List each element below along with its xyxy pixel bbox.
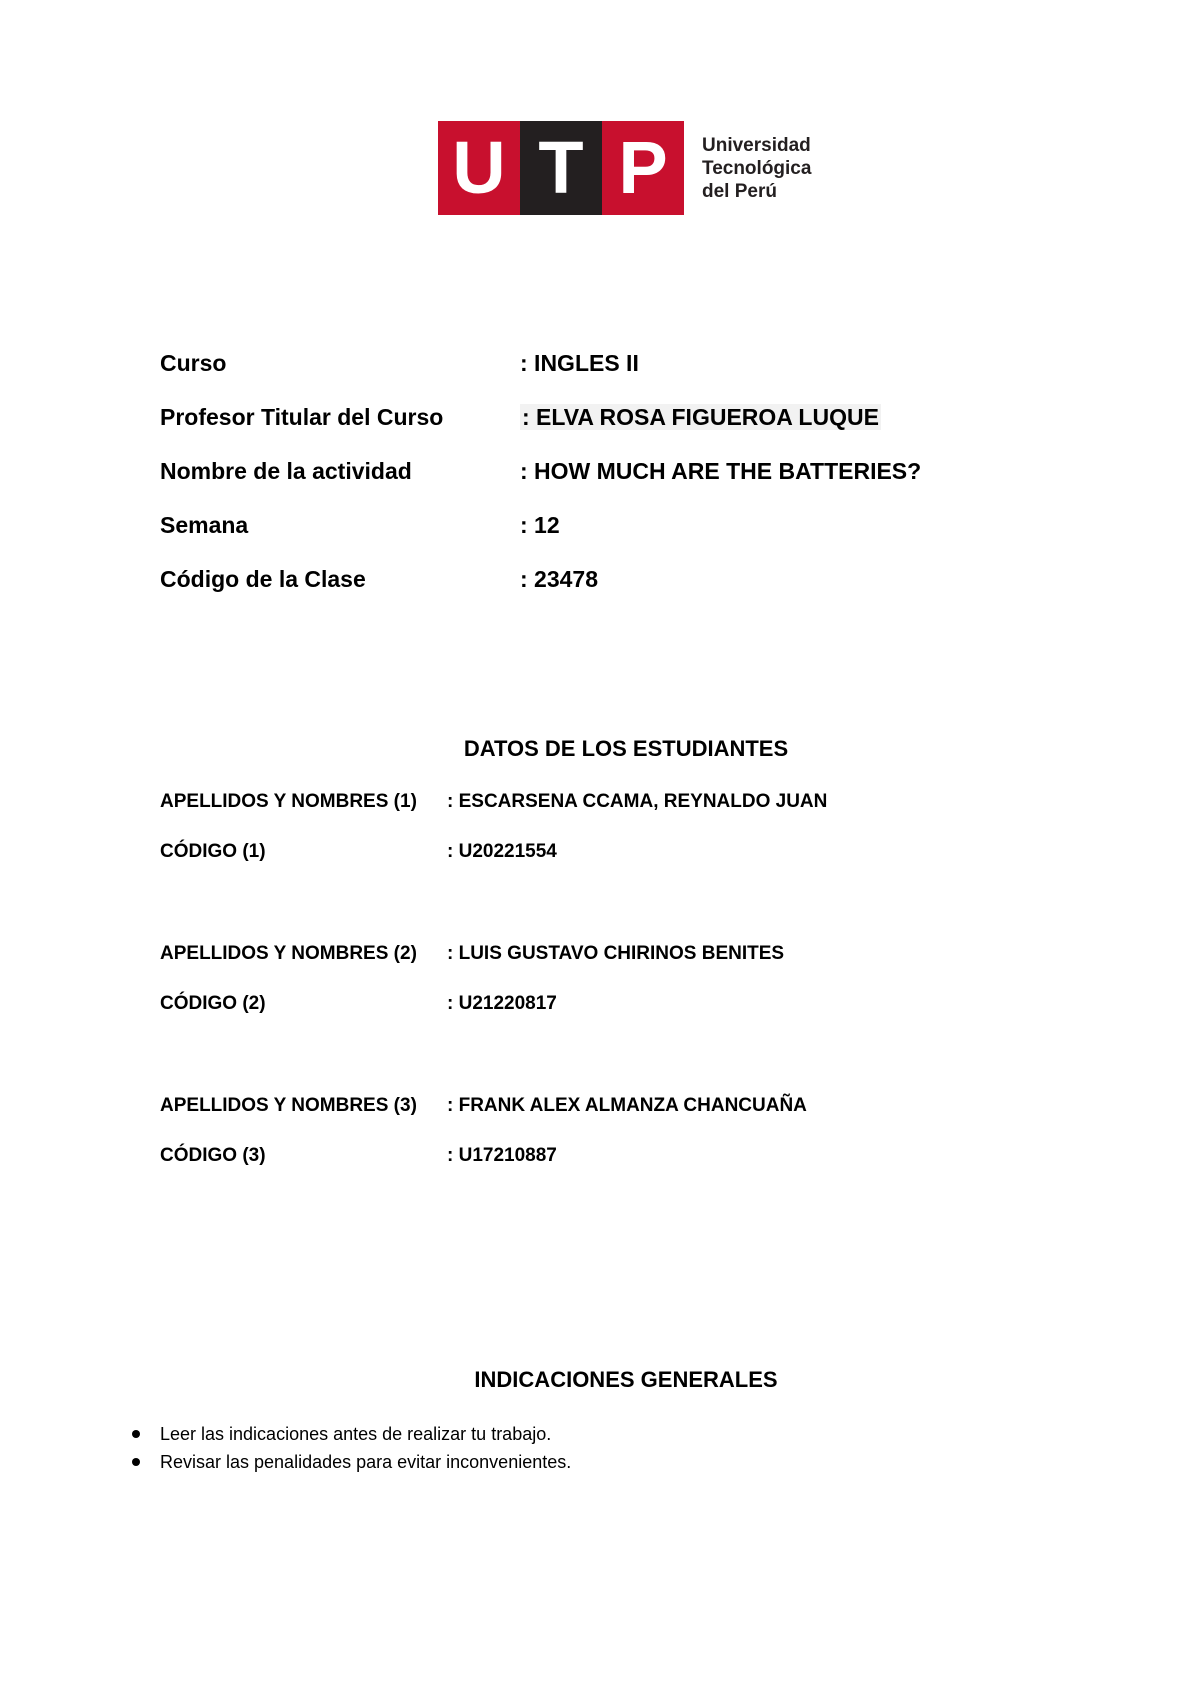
info-value: : 23478 [520, 566, 599, 592]
info-label: Semana [160, 512, 249, 538]
logo-wordmark [702, 134, 811, 203]
info-label: Nombre de la actividad [160, 458, 412, 484]
info-label: Profesor Titular del Curso [160, 404, 444, 430]
info-value [520, 404, 881, 431]
student-code-value: : U21220817 [447, 993, 557, 1014]
students-heading: DATOS DE LOS ESTUDIANTES [463, 736, 789, 761]
logo-letter-u: U [438, 121, 520, 215]
student-code-label: CÓDIGO (1) [160, 841, 266, 862]
logo-line-3: del Perú [702, 180, 777, 202]
logo-line-1: Universidad [702, 134, 811, 156]
list-item-text: Leer las indicaciones antes de realizar tu trabajo. [160, 1424, 552, 1444]
student-name-value: : LUIS GUSTAVO CHIRINOS BENITES [447, 943, 785, 964]
student-name-value: : ESCARSENA CCAMA, REYNALDO JUAN [447, 791, 828, 812]
logo-letters [438, 121, 684, 215]
info-value: : 12 [520, 512, 560, 538]
list-item [132, 1448, 571, 1476]
info-value-highlight: : ELVA ROSA FIGUEROA LUQUE [522, 404, 879, 430]
student-name-label: APELLIDOS Y NOMBRES (3) [160, 1095, 417, 1116]
student-code-value: : U17210887 [447, 1145, 557, 1166]
info-label: Código de la Clase [160, 566, 366, 592]
list-item [132, 1420, 571, 1448]
info-label: Curso [160, 350, 227, 376]
student-code-label: CÓDIGO (2) [160, 993, 266, 1014]
indications-list [132, 1420, 571, 1476]
info-value: : INGLES II [520, 350, 639, 376]
logo-letter-t: T [520, 121, 602, 215]
student-name-value: : FRANK ALEX ALMANZA CHANCUAÑA [447, 1095, 807, 1116]
student-name-label: APELLIDOS Y NOMBRES (2) [160, 943, 417, 964]
info-value: : HOW MUCH ARE THE BATTERIES? [520, 458, 922, 484]
indications-heading: INDICACIONES GENERALES [474, 1367, 778, 1392]
utp-logo [438, 121, 811, 215]
student-code-label: CÓDIGO (3) [160, 1145, 266, 1166]
logo-line-2: Tecnológica [702, 157, 812, 179]
logo-letter-p: P [602, 121, 684, 215]
student-code-value: : U20221554 [447, 841, 557, 862]
student-name-label: APELLIDOS Y NOMBRES (1) [160, 791, 417, 812]
bullet-icon [132, 1458, 140, 1466]
bullet-icon [132, 1430, 140, 1438]
list-item-text: Revisar las penalidades para evitar inconvenientes. [160, 1452, 572, 1472]
